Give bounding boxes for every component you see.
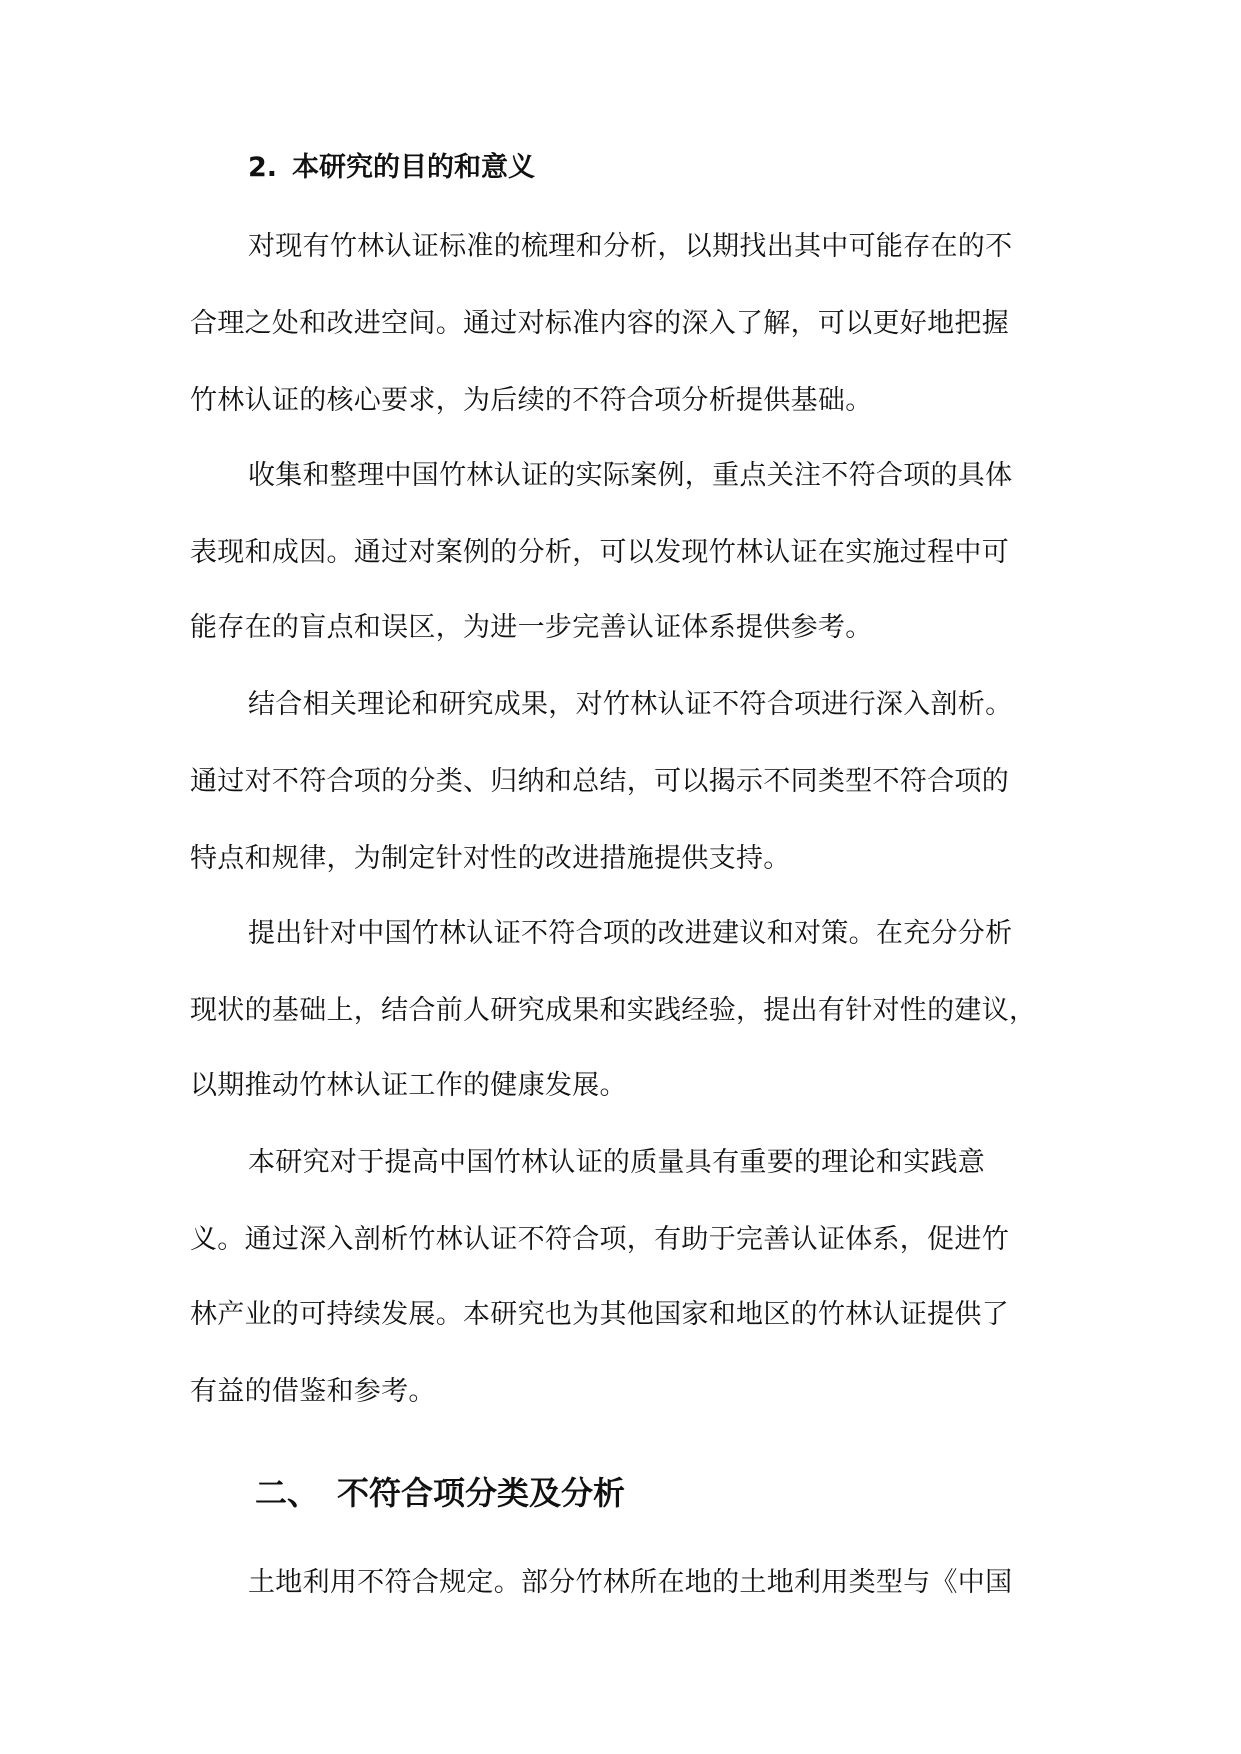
paragraph-line: 对现有竹林认证标准的梳理和分析，以期找出其中可能存在的不 [248, 231, 1013, 262]
paragraph-line: 表现和成因。通过对案例的分析，可以发现竹林认证在实施过程中可 [190, 537, 1009, 568]
paragraph-line: 合理之处和改进空间。通过对标准内容的深入了解，可以更好地把握 [190, 308, 1009, 339]
paragraph-line: 义。通过深入剖析竹林认证不符合项，有助于完善认证体系，促进竹 [190, 1224, 1009, 1255]
chapter-title: 不符合项分类及分析 [337, 1474, 626, 1512]
paragraph-line: 以期推动竹林认证工作的健康发展。 [190, 1070, 627, 1101]
section-title: 本研究的目的和意义 [292, 152, 535, 183]
paragraph-line: 本研究对于提高中国竹林认证的质量具有重要的理论和实践意 [248, 1147, 986, 1178]
paragraph-line: 结合相关理论和研究成果，对竹林认证不符合项进行深入剖析。 [248, 689, 1013, 720]
section-number: 2. [248, 152, 278, 183]
chapter-heading [255, 1472, 625, 1514]
paragraph-line: 收集和整理中国竹林认证的实际案例，重点关注不符合项的具体 [248, 460, 1013, 491]
paragraph-line: 特点和规律，为制定针对性的改进措施提供支持。 [190, 843, 791, 874]
section-heading [248, 150, 535, 186]
chapter-number: 二、 [255, 1474, 320, 1512]
paragraph-line: 通过对不符合项的分类、归纳和总结，可以揭示不同类型不符合项的 [190, 766, 1009, 797]
paragraph-line: 竹林认证的核心要求，为后续的不符合项分析提供基础。 [190, 385, 873, 416]
paragraph-line: 土地利用不符合规定。部分竹林所在地的土地利用类型与《中国 [248, 1567, 1013, 1598]
paragraph-line: 有益的借鉴和参考。 [190, 1376, 436, 1407]
paragraph-line: 林产业的可持续发展。本研究也为其他国家和地区的竹林认证提供了 [190, 1299, 1009, 1330]
paragraph-line: 提出针对中国竹林认证不符合项的改进建议和对策。在充分分析 [248, 918, 1013, 949]
paragraph-line: 能存在的盲点和误区，为进一步完善认证体系提供参考。 [190, 612, 873, 643]
paragraph-line: 现状的基础上，结合前人研究成果和实践经验，提出有针对性的建议， [190, 995, 1037, 1026]
